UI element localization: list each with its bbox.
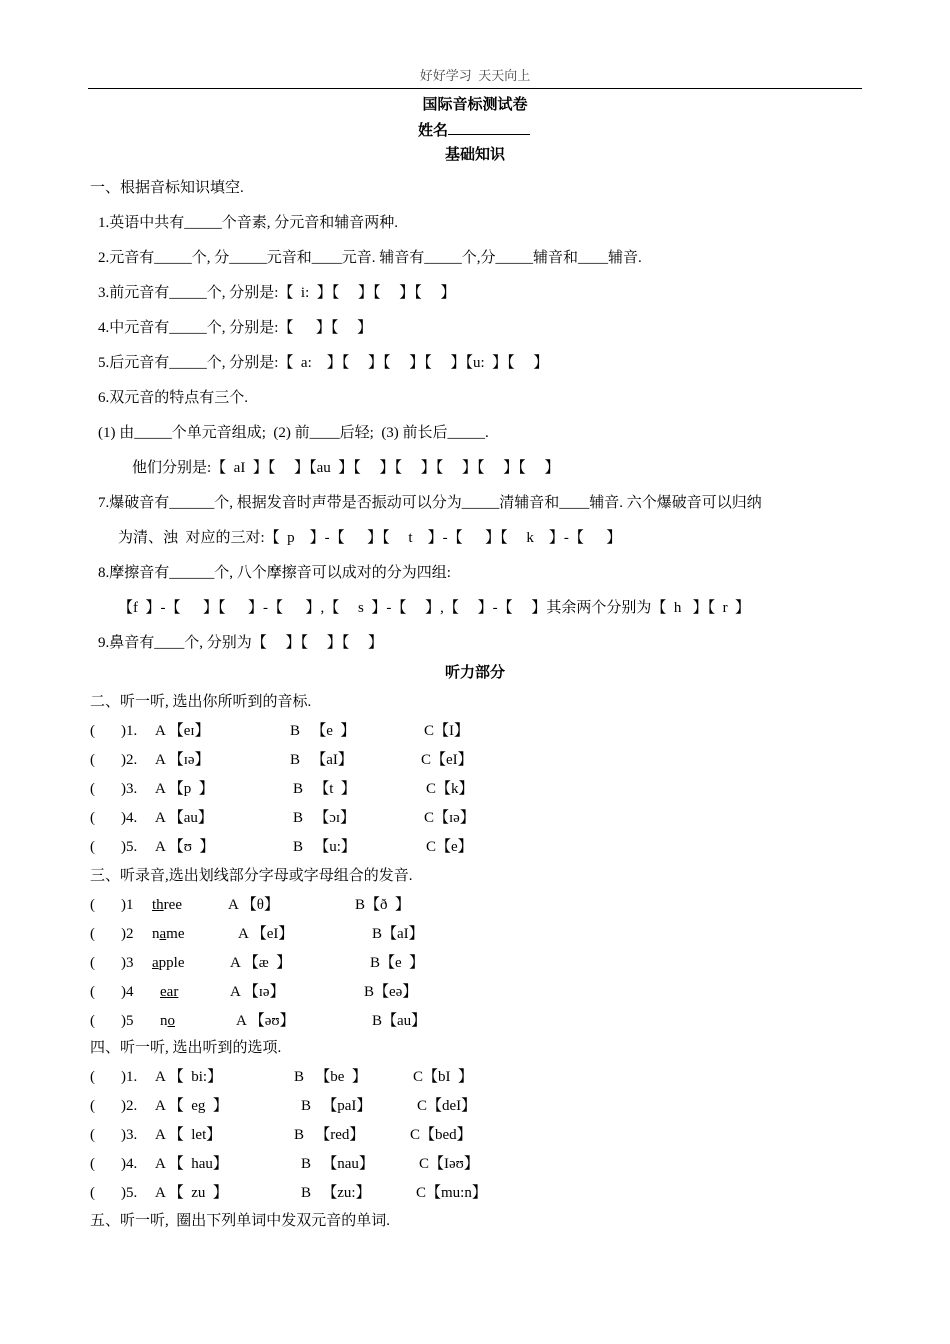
q4-option-b: B 【paI】 <box>301 1098 372 1114</box>
q4-option-c: C【mu:n】 <box>416 1185 487 1201</box>
q2-item-num: )3. <box>121 781 138 797</box>
q3-answer-paren: ( <box>90 926 95 942</box>
q4-item-num: )2. <box>121 1098 138 1114</box>
underlined-letters: o <box>167 1013 175 1029</box>
q2-option-b: B 【ɔɪ】 <box>293 810 356 826</box>
q1-line-2: 2.元音有_____个, 分_____元音和____元音. 辅音有_____个,分_____辅音和____辅音. <box>98 250 642 266</box>
q4-option-b: B 【be 】 <box>294 1069 367 1085</box>
section-listening-title: 听力部分 <box>444 665 505 681</box>
q1-line-8-groups: 【f 】-【 】【 】-【 】,【 s 】-【 】,【 】-【 】其余两个分别为【 h 】【 r 】 <box>118 600 751 616</box>
q4-answer-paren: ( <box>90 1185 95 1201</box>
q4-item-num: )3. <box>121 1127 138 1143</box>
q3-item-num: )2 <box>121 926 134 942</box>
q2-item-num: )4. <box>121 810 138 826</box>
q4-answer-paren: ( <box>90 1098 95 1114</box>
q3-option-b: B【ð 】 <box>355 897 411 913</box>
q2-option-a: A 【ʊ 】 <box>155 839 215 855</box>
q4-option-b: B 【zu:】 <box>301 1185 371 1201</box>
q2-option-c: C【ɪə】 <box>424 810 475 826</box>
q4-answer-paren: ( <box>90 1069 95 1085</box>
q1-heading: 一、根据音标知识填空. <box>90 180 244 196</box>
q3-option-a: A 【əʊ】 <box>236 1013 295 1029</box>
q2-option-c: C【eI】 <box>421 752 473 768</box>
q4-answer-paren: ( <box>90 1156 95 1172</box>
q3-option-a: A 【eI】 <box>238 926 294 942</box>
q1-line-3: 3.前元音有_____个, 分别是:【 i: 】【 】【 】【 】 <box>98 285 456 301</box>
q3-option-a: A 【θ】 <box>228 897 279 913</box>
q2-option-b: B 【e 】 <box>290 723 356 739</box>
q2-option-c: C【e】 <box>426 839 473 855</box>
q4-option-a: A 【 hau】 <box>155 1156 228 1172</box>
q4-option-c: C【deI】 <box>417 1098 477 1114</box>
underlined-letters: ear <box>160 984 179 1000</box>
q3-option-b: B【e 】 <box>370 955 425 971</box>
q3-item-num: )3 <box>121 955 134 971</box>
header-rule <box>88 88 862 89</box>
q1-diphthongs: 他们分别是:【 aI 】【 】【au 】【 】【 】【 】【 】【 】 <box>132 460 560 476</box>
q1-line-4: 4.中元音有_____个, 分别是:【 】【 】 <box>98 320 373 336</box>
q3-option-a: A 【ɪə】 <box>230 984 285 1000</box>
q4-item-num: )5. <box>121 1185 138 1201</box>
q2-answer-paren: ( <box>90 839 95 855</box>
q1-line-5: 5.后元音有_____个, 分别是:【 a: 】【 】【 】【 】【u: 】【 】 <box>98 355 549 371</box>
q2-option-b: B 【u:】 <box>293 839 356 855</box>
q4-option-b: B 【nau】 <box>301 1156 374 1172</box>
page-header: 好好学习 天天向上 <box>419 68 531 83</box>
q2-heading: 二、听一听, 选出你所听到的音标. <box>90 694 312 710</box>
q3-option-b: B【eə】 <box>364 984 418 1000</box>
q4-option-c: C【bed】 <box>410 1127 472 1143</box>
q2-option-a: A 【eɪ】 <box>155 723 210 739</box>
q3-word: no <box>160 1013 175 1029</box>
q1-line-7-pairs: 为清、浊 对应的三对:【 p 】-【 】【 t 】-【 】【 k 】-【 】 <box>118 530 622 546</box>
q3-answer-paren: ( <box>90 1013 95 1029</box>
q2-answer-paren: ( <box>90 752 95 768</box>
name-blank <box>448 120 530 135</box>
q2-answer-paren: ( <box>90 781 95 797</box>
underlined-letters: a <box>152 955 159 971</box>
q3-word: name <box>152 926 185 942</box>
q4-heading: 四、听一听, 选出听到的选项. <box>90 1040 282 1056</box>
q3-option-b: B【au】 <box>372 1013 427 1029</box>
q2-answer-paren: ( <box>90 723 95 739</box>
q4-option-a: A 【 let】 <box>155 1127 222 1143</box>
q4-option-a: A 【 zu 】 <box>155 1185 228 1201</box>
q1-line-8: 8.摩擦音有______个, 八个摩擦音可以成对的分为四组: <box>98 565 451 581</box>
q4-item-num: )1. <box>121 1069 138 1085</box>
q4-option-c: C【Iəʊ】 <box>419 1156 479 1172</box>
q1-line-9: 9.鼻音有____个, 分别为【 】【 】【 】 <box>98 635 384 651</box>
q2-item-num: )2. <box>121 752 138 768</box>
q5-heading: 五、听一听, 圈出下列单词中发双元音的单词. <box>90 1213 391 1229</box>
q3-item-num: )5 <box>121 1013 134 1029</box>
q3-option-b: B【aI】 <box>372 926 424 942</box>
q2-option-a: A 【ɪə】 <box>155 752 210 768</box>
q3-word: apple <box>152 955 185 971</box>
q2-option-b: B 【t 】 <box>293 781 356 797</box>
q3-item-num: )4 <box>121 984 134 1000</box>
q3-heading: 三、听录音,选出划线部分字母或字母组合的发音. <box>90 868 413 884</box>
q1-line-6: 6.双元音的特点有三个. <box>98 390 249 406</box>
q3-answer-paren: ( <box>90 955 95 971</box>
q2-option-b: B 【aI】 <box>290 752 353 768</box>
q3-word: three <box>152 897 182 913</box>
q4-item-num: )4. <box>121 1156 138 1172</box>
q4-answer-paren: ( <box>90 1127 95 1143</box>
q2-item-num: )5. <box>121 839 138 855</box>
q3-option-a: A 【æ 】 <box>230 955 292 971</box>
underlined-letters: a <box>159 926 167 942</box>
q3-answer-paren: ( <box>90 984 95 1000</box>
q3-item-num: )1 <box>121 897 134 913</box>
q1-line-1: 1.英语中共有_____个音素, 分元音和辅音两种. <box>98 215 399 231</box>
name-field <box>418 120 530 141</box>
underlined-letters: th <box>152 897 164 913</box>
q2-option-a: A 【p 】 <box>155 781 214 797</box>
q1-line-7: 7.爆破音有______个, 根据发音时声带是否振动可以分为_____清辅音和____辅音. 六个爆破音可以归纳 <box>98 495 762 511</box>
q4-option-a: A 【 eg 】 <box>155 1098 228 1114</box>
section-basic-title: 基础知识 <box>444 147 505 163</box>
q4-option-c: C【bI 】 <box>413 1069 474 1085</box>
q1-line-6-sub: (1) 由_____个单元音组成; (2) 前____后轻; (3) 前长后_____. <box>98 425 489 441</box>
q4-option-b: B 【red】 <box>294 1127 365 1143</box>
paper-title: 国际音标测试卷 <box>422 97 528 113</box>
q2-item-num: )1. <box>121 723 138 739</box>
name-label: 姓名 <box>418 123 449 139</box>
q2-option-a: A 【au】 <box>155 810 213 826</box>
q2-option-c: C【k】 <box>426 781 474 797</box>
q4-option-a: A 【 bi:】 <box>155 1069 223 1085</box>
q2-option-c: C【I】 <box>424 723 470 739</box>
q3-word <box>160 982 178 1002</box>
q2-answer-paren: ( <box>90 810 95 826</box>
q3-answer-paren: ( <box>90 897 95 913</box>
